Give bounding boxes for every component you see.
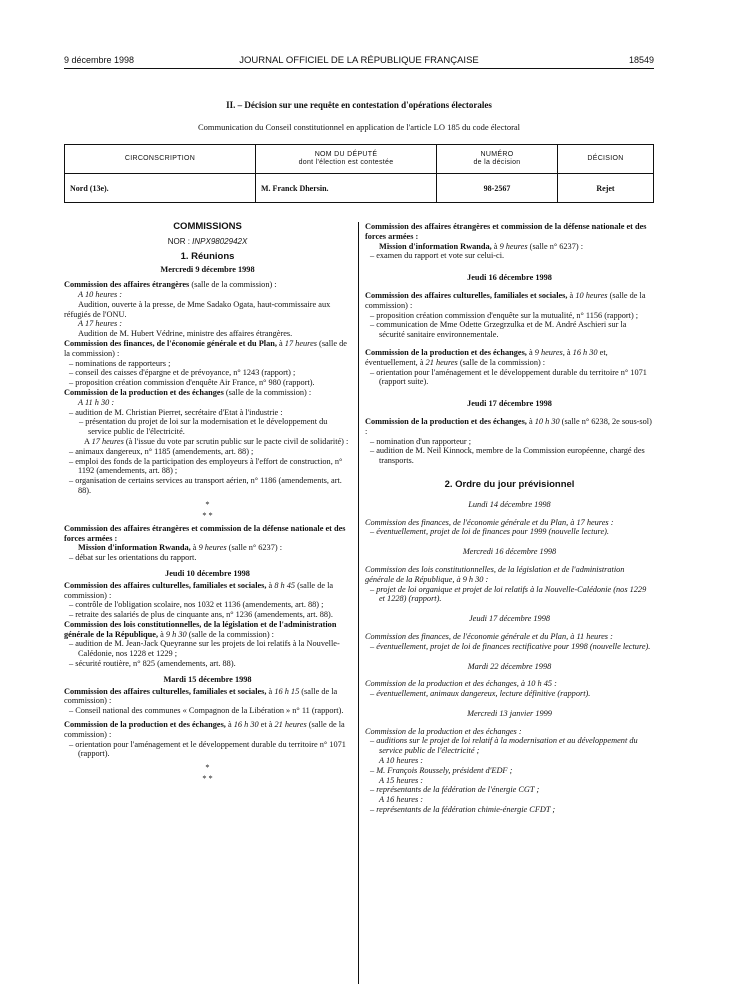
entry-text: à [190, 543, 199, 553]
list-item: – proposition création commission d'enquête sur la mutualité, n° 1156 (rapport) ; [370, 310, 639, 320]
entry-text: à [225, 720, 234, 730]
entry-text: (salle de la commission) : [365, 290, 646, 310]
list-item: – Conseil national des communes « Compagnon de la Libération » n° 11 (rapport). [69, 706, 344, 716]
entry-text: A [84, 436, 92, 446]
list-item: – éventuellement, projet de loi de finances rectificative pour 1998 (nouvelle lecture). [370, 641, 651, 651]
cell-decision: Rejet [558, 174, 654, 203]
list-item: – orientation pour l'aménagement et le développement durable du territoire n° 1071 (rapport). [69, 739, 346, 759]
entry-text: et, éventuellement, à [365, 347, 608, 367]
commission-name: Commission de la production et des échanges, [64, 720, 226, 730]
entry-paragraph [64, 339, 351, 359]
list-item: – conseil des caisses d'épargne et de prévoyance, n° 1243 (rapport) ; [69, 368, 296, 378]
entry-text: à [158, 629, 166, 639]
entry-text: (salle n° 6237) : [226, 543, 283, 553]
date-heading: Mercredi 16 décembre 1998 [462, 547, 557, 557]
time-text: 16 h 30 [233, 720, 259, 730]
asterism-top: * [205, 499, 210, 509]
time-label: A 11 h 30 : [78, 397, 115, 407]
list-item: – animaux dangereux, n° 1185 (amendements, art. 88) ; [69, 446, 254, 456]
commission-name: Commission des finances, de l'économie générale et du Plan, à 17 heures : [365, 517, 614, 527]
table-header-row [65, 145, 654, 174]
commission-name: Commission des lois constitutionnelles, de la législation et de l'administration générale de la République, à 9 h 30 : [365, 564, 625, 584]
date-heading: Jeudi 10 décembre 1998 [165, 568, 250, 578]
list-item: – audition de M. Neil Kinnock, membre de la Commission européenne, chargé des transports. [370, 446, 645, 466]
list-item: – communication de Mme Odette Grzegrzulka et de M. André Aschieri sur la sécurité sanitaire environnementale. [370, 320, 627, 340]
commission-name: Commission des affaires étrangères et commission de la défense nationale et des forces armées : [64, 523, 346, 543]
th-decision: DÉCISION [558, 145, 654, 174]
commissions-title: COMMISSIONS [173, 221, 242, 232]
entry-text: à [564, 347, 573, 357]
time-text: 9 heures [499, 241, 528, 251]
time-text: 21 heures [274, 720, 307, 730]
entry-paragraph [365, 291, 654, 311]
list-item: – sécurité routière, n° 825 (amendements, art. 88). [69, 659, 236, 669]
commission-name: Commission de la production et des échanges : [365, 726, 522, 736]
time-text: 21 heures [425, 357, 458, 367]
asterism-top: * [205, 763, 210, 773]
list-item: – M. François Roussely, président d'EDF ; [370, 765, 513, 775]
date-heading: Mercredi 9 décembre 1998 [160, 265, 255, 275]
list-item: – représentants de la fédération chimie-énergie CFDT ; [370, 805, 556, 815]
time-text: 17 heures [284, 338, 317, 348]
commission-name: Commission des affaires culturelles, familiales et sociales, [64, 580, 267, 590]
section-title: II. – Décision sur une requête en contestation d'opérations électorales [226, 100, 492, 110]
entry-text: à [567, 290, 576, 300]
time-text: 10 h 30 [534, 416, 560, 426]
entry-text: à [266, 580, 275, 590]
commission-name: Commission des lois constitutionnelles, de la législation et de l'administration générale de la République, [64, 619, 337, 639]
entry-text: (salle de la commission) : [457, 357, 546, 367]
commission-name: Commission des finances, de l'économie générale et du Plan, à 11 heures : [365, 631, 613, 641]
commission-name: Commission de la production et des échanges, [365, 416, 527, 426]
date-heading: Jeudi 16 décembre 1998 [467, 273, 552, 283]
date-heading: Lundi 14 décembre 1998 [468, 499, 551, 509]
th-numero [437, 145, 558, 174]
time-text: 10 heures [575, 290, 608, 300]
entry-paragraph [64, 280, 351, 290]
journal-title: JOURNAL OFFICIEL DE LA RÉPUBLIQUE FRANÇAISE [239, 55, 479, 66]
entry-text: à [526, 347, 535, 357]
th-nom-line2: dont l'élection est contestée [298, 159, 394, 166]
time-label: A 10 heures : [78, 289, 123, 299]
date-heading: Jeudi 17 décembre 1998 [467, 399, 552, 409]
mission-name: Mission d'information Rwanda, [379, 241, 492, 251]
time-text: 9 h 30 [165, 629, 187, 639]
right-column [365, 222, 654, 815]
time-label: A 10 heures : [379, 756, 424, 766]
cell-depute: M. Franck Dhersin. [256, 174, 437, 203]
time-text: 8 h 45 [274, 580, 296, 590]
commission-name: Commission des affaires culturelles, familiales et sociales, [64, 686, 267, 696]
nor-line [64, 237, 351, 247]
entry-text: (salle de la commission) : [64, 686, 338, 706]
date-heading: Jeudi 17 décembre 1998 [468, 614, 551, 624]
time-label: A 16 heures : [379, 795, 424, 805]
list-item: – audition de M. Christian Pierret, secrétaire d'Etat à l'industrie : [69, 407, 283, 417]
header-rule [64, 68, 654, 69]
list-item: – examen du rapport et vote sur celui-ci. [370, 251, 505, 261]
entry-text: (à l'issue du vote par scrutin public sur le pacte civil de solidarité) : [123, 436, 349, 446]
list-item: – auditions sur le projet de loi relatif à la modernisation et au développement du service public de l'électricité ; [370, 736, 638, 756]
cell-circonscription: Nord (13e). [65, 174, 256, 203]
commission-name: Commission de la production et des échanges, à 10 h 45 : [365, 679, 557, 689]
entry-paragraph [64, 620, 351, 640]
cell-numero: 98-2567 [437, 174, 558, 203]
entry-text: à [491, 241, 500, 251]
entry-paragraph [365, 417, 654, 437]
time-text: 17 heures [91, 436, 124, 446]
th-circonscription: CIRCONSCRIPTION [65, 145, 256, 174]
list-item: – audition de M. Jean-Jack Queyranne sur les projets de loi relatifs à la Nouvelle-Calédonie, nos 1228 et 1229 ; [69, 639, 340, 659]
commission-name: Commission des finances, de l'économie générale et du Plan, [64, 338, 277, 348]
time-text: 9 heures, [534, 347, 565, 357]
list-item: – nomination d'un rapporteur ; [370, 436, 472, 446]
entry-text: Audition, ouverte à la presse, de Mme Sadako Ogata, haut-commissaire aux réfugiés de l'ONU. [64, 299, 331, 319]
time-text: 9 heures [198, 543, 227, 553]
page-header [64, 55, 654, 69]
entry-paragraph [64, 437, 351, 447]
reunions-heading: 1. Réunions [180, 250, 235, 262]
list-item: – éventuellement, projet de loi de finances pour 1999 (nouvelle lecture). [370, 527, 609, 537]
list-item: – orientation pour l'aménagement et le développement durable du territoire n° 1071 (rapport suite). [370, 367, 647, 387]
nor-code: INPX9802942X [192, 236, 248, 246]
entry-paragraph [365, 242, 654, 252]
entry-paragraph [64, 687, 351, 707]
th-nom-depute [256, 145, 437, 174]
commission-name: Commission des affaires culturelles, familiales et sociales, [365, 290, 568, 300]
entry-text: (salle de la commission) : [64, 338, 347, 358]
ordre-du-jour-heading: 2. Ordre du jour prévisionnel [444, 478, 575, 490]
time-label: A 17 heures : [78, 319, 123, 329]
list-item: – contrôle de l'obligation scolaire, nos 1032 et 1136 (amendements, art. 88) ; [69, 600, 324, 610]
date-heading: Mercredi 13 janvier 1999 [467, 708, 552, 718]
entry-text: (salle de la commission) : [223, 387, 312, 397]
entry-text: et à [258, 720, 275, 730]
time-text: 16 h 15 [274, 686, 300, 696]
asterism-bottom: * * [202, 510, 213, 520]
entry-text: à [526, 416, 535, 426]
entry-text: à [276, 338, 285, 348]
list-item: – proposition création commission d'enquête Air France, n° 980 (rapport). [69, 378, 315, 388]
column-divider [358, 222, 359, 984]
table-row [65, 174, 654, 203]
entry-text: Audition de M. Hubert Védrine, ministre des affaires étrangères. [78, 329, 293, 339]
commission-name: Commission de la production et des échanges [64, 387, 224, 397]
list-item: – emploi des fonds de la participation des employeurs à l'effort de construction, n° 1192 (amendements, art. 88) ; [69, 456, 343, 476]
entry-paragraph [64, 581, 351, 601]
list-item: – projet de loi organique et projet de loi relatifs à la Nouvelle-Calédonie (nos 1229 et 1228) (rapport). [370, 584, 647, 604]
entry-paragraph [64, 388, 351, 398]
decision-table [64, 144, 654, 203]
entry-paragraph [64, 720, 351, 740]
header-date: 9 décembre 1998 [64, 55, 135, 65]
entry-text: (salle de la commission) : [186, 629, 274, 639]
list-item: – éventuellement, animaux dangereux, lecture définitive (rapport). [370, 689, 591, 699]
th-numero-line1: NUMÉRO [480, 151, 514, 158]
entry-text: (salle de la commission) : [64, 720, 345, 739]
entry-paragraph [365, 348, 654, 368]
time-text: 16 h 30 [572, 347, 598, 357]
entry-text: (salle n° 6237) : [527, 241, 584, 251]
section-subtitle: Communication du Conseil constitutionnel en application de l'article LO 185 du code électoral [197, 122, 521, 132]
list-item: – nominations de rapporteurs ; [69, 358, 171, 368]
th-numero-line2: de la décision [473, 159, 521, 166]
date-heading: Mardi 15 décembre 1998 [163, 674, 252, 684]
nor-label: NOR : [167, 236, 190, 246]
list-item: – débat sur les orientations du rapport. [69, 553, 197, 563]
commission-name: Commission des affaires étrangères [64, 280, 190, 290]
asterism-bottom: * * [202, 774, 213, 784]
entry-text: à [266, 686, 275, 696]
entry-paragraph [64, 543, 351, 553]
date-heading: Mardi 22 décembre 1998 [467, 661, 552, 671]
list-item: – retraite des salariés de plus de cinquante ans, n° 1236 (amendements, art. 88). [69, 610, 333, 620]
left-column [64, 222, 351, 784]
time-label: A 15 heures : [379, 775, 424, 785]
entry-text: (salle n° 6238, 2e sous-sol) : [365, 416, 652, 436]
list-item: – représentants de la fédération de l'énergie CGT ; [370, 785, 540, 795]
th-nom-line1: NOM DU DÉPUTÉ [314, 151, 378, 158]
commission-name: Commission de la production et des échanges, [365, 347, 527, 357]
list-item: – présentation du projet de loi sur la modernisation et le développement du service public de l'électricité. [79, 417, 328, 437]
mission-name: Mission d'information Rwanda, [78, 543, 191, 553]
entry-text: (salle de la commission) : [189, 280, 277, 290]
page-number: 18549 [628, 55, 654, 65]
list-item: – organisation de certains services au transport aérien, n° 1186 (amendements, art. 88). [69, 476, 342, 495]
entry-text: (salle de la commission) : [64, 580, 334, 600]
commission-name: Commission des affaires étrangères et commission de la défense nationale et des forces armées : [365, 222, 647, 241]
